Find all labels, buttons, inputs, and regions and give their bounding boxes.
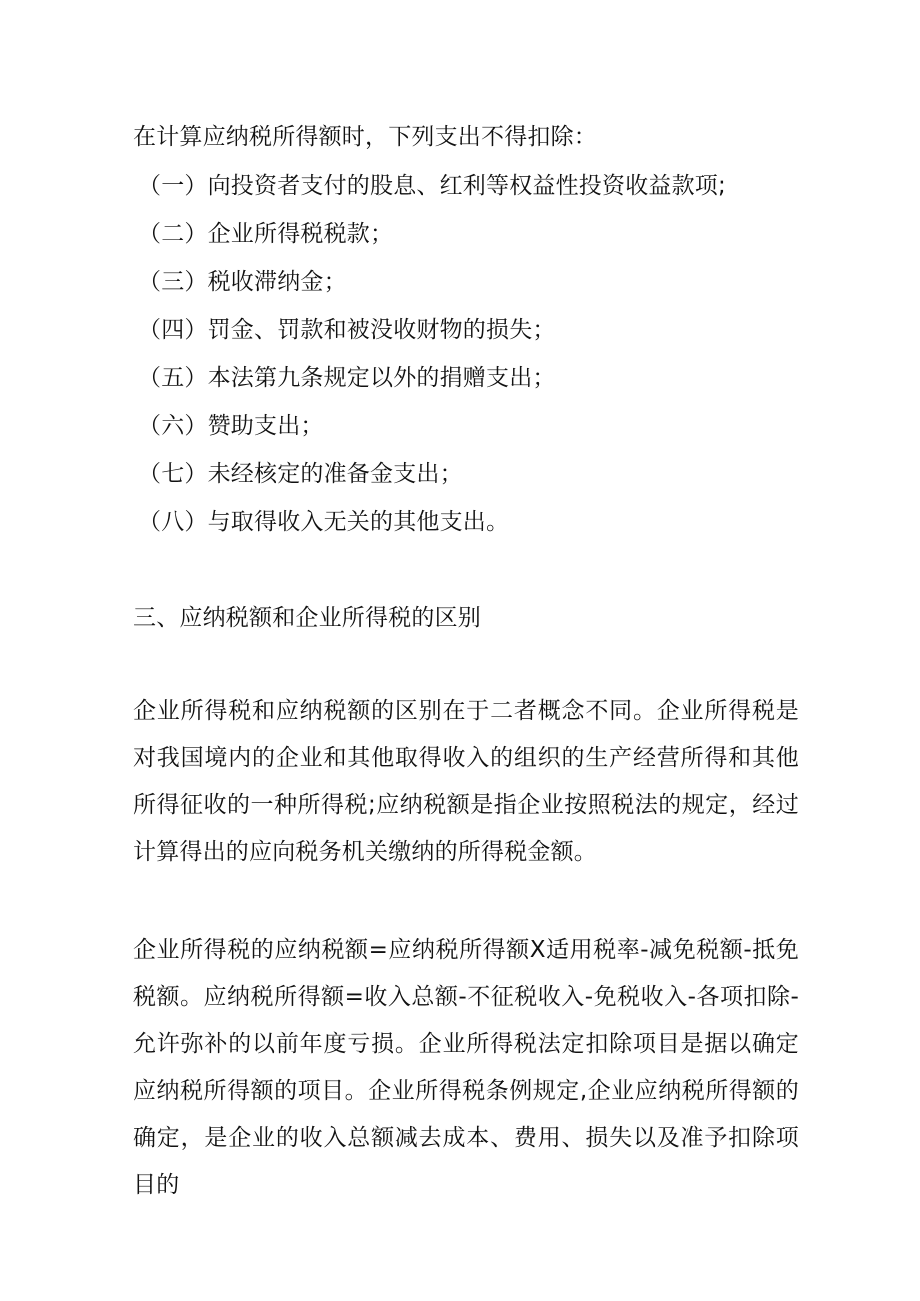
- list-item-7: （七）未经核定的准备金支出；: [138, 461, 463, 487]
- paragraph-1: 企业所得税和应纳税额的区别在于二者概念不同。企业所得税是对我国境内的企业和其他取得收入的组织的生产经营所得和其他所得征收的一种所得税;应纳税额是指企业按照税法的规定，经过计算得出的应向税务机关缴纳的所得税金额。: [133, 698, 799, 865]
- list-item-4: （四）罚金、罚款和被没收财物的损失；: [138, 317, 556, 343]
- intro-text: 在计算应纳税所得额时，下列支出不得扣除：: [133, 124, 597, 150]
- paragraph-2: 企业所得税的应纳税额=应纳税所得额X适用税率-减免税额-抵免税额。应纳税所得额=收入总额-不征税收入-免税收入-各项扣除-允许弥补的以前年度亏损。企业所得税法定扣除项目是据以确定应纳税所得额的项目。企业所得税条例规定,企业应纳税所得额的确定，是企业的收入总额减去成本、费用、损失以及准予扣除项目的: [133, 937, 799, 1198]
- list-item-3: （三）税收滞纳金；: [138, 269, 347, 295]
- list-item-5: （五）本法第九条规定以外的捐赠支出；: [138, 365, 556, 391]
- list-item-6: （六）赞助支出；: [138, 413, 324, 439]
- list-item-8: （八）与取得收入无关的其他支出。: [138, 509, 510, 535]
- section-heading: 三、应纳税额和企业所得税的区别: [133, 605, 481, 631]
- list-item-2: （二）企业所得税税款；: [138, 221, 394, 247]
- list-item-1: （一）向投资者支付的股息、红利等权益性投资收益款项;: [138, 173, 726, 199]
